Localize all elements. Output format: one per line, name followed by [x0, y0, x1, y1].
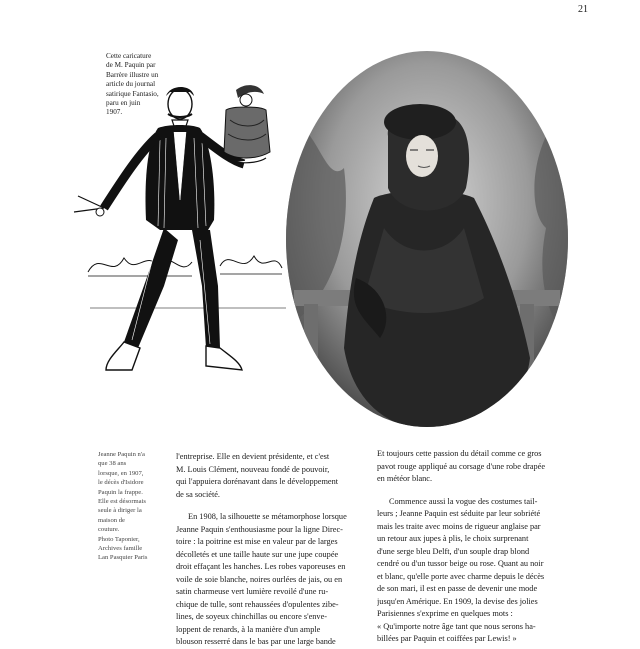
portrait-caption: [98, 450, 160, 563]
text-line: « Qu'importe notre âge tant que nous serons ha-: [377, 621, 536, 631]
text-line: mais les traite avec moins de rigueur anglaise par: [377, 521, 541, 531]
text-line: billées par Paquin et coiffées par Lewis! »: [377, 634, 517, 643]
text-line: cendré ou d'un tussor beige ou rose. Quant au noir: [377, 559, 544, 568]
text-line: de son mari, il est en passe de devenir une mode: [377, 584, 538, 593]
body-text-middle-column: [176, 451, 368, 649]
caption-line: satirique Fantasio,: [106, 89, 159, 98]
body-text-right-column: [377, 448, 577, 646]
paragraph-gap: [176, 501, 368, 511]
text-line: satin charmeuse vert lumière revoilé d'une ru-: [176, 587, 329, 596]
text-line: en météor blanc.: [377, 474, 433, 483]
caption-line: Elle est désormais: [98, 498, 146, 506]
text-line: droit effaçant les hanches. Les robes vaporeuses en: [176, 562, 346, 571]
caption-line: le décès d'Isidore: [98, 479, 144, 487]
caption-line: Cette caricature: [106, 52, 152, 60]
caption-line: couture.: [98, 526, 120, 534]
caption-line: Lan Pasquier Paris: [98, 554, 148, 562]
caption-line: Jeanne Paquin n'a: [98, 451, 145, 458]
caption-line: maison de: [98, 516, 125, 524]
text-line: et blanc, qu'elle porte avec charme depuis le décès: [377, 571, 545, 581]
text-line: M. Louis Clément, nouveau fondé de pouvoir,: [176, 464, 330, 474]
text-line: toire : la poitrine est mise en valeur par de larges: [176, 537, 338, 546]
text-line: voile de soie blanche, noires ourlées de jais, ou en: [176, 574, 343, 584]
text-line: Et toujours cette passion du détail comme ce gros: [377, 449, 542, 458]
text-line: pavot rouge appliqué au corsage d'une robe drapée: [377, 461, 546, 471]
text-line: lines, de soyeux chinchillas ou encore s'enve-: [176, 612, 328, 621]
text-line: de sa société.: [176, 489, 221, 499]
caption-line: article du journal: [106, 80, 156, 89]
portrait-photograph: [284, 48, 570, 430]
text-line: l'entreprise. Elle en devient présidente, et c'est: [176, 452, 330, 461]
text-line: d'une serge bleu Delft, d'un souple drap blond: [377, 546, 530, 556]
caption-line: seule à diriger la: [98, 507, 142, 515]
caricature-illustration: [60, 80, 290, 390]
text-line: Commence aussi la vogue des costumes tail-: [389, 496, 538, 506]
text-line: blouson resserré dans le bas par une large bande: [176, 637, 336, 646]
text-line: Jeanne Paquin s'enthousiasme pour la ligne Direc-: [176, 524, 343, 534]
caption-line: Archives famille: [98, 545, 143, 553]
text-line: En 1908, la silhouette se métamorphose lorsque: [188, 512, 347, 521]
text-line: chique de tulle, sont rehaussées d'opulentes zibe-: [176, 599, 339, 609]
caption-line: lorsque, en 1907,: [98, 469, 144, 477]
caption-line: Barrère illustre un: [106, 70, 159, 79]
page-number: 21: [578, 4, 588, 15]
paragraph-gap: [377, 486, 577, 496]
caption-line: Paquin la frappe.: [98, 488, 143, 496]
caption-line: 1907.: [106, 108, 123, 117]
caption-line: de M. Paquin par: [106, 61, 156, 70]
caption-line: paru en juin: [106, 99, 141, 108]
text-line: leurs ; Jeanne Paquin est séduite par leur sobriété: [377, 509, 541, 518]
text-line: qui l'appuiera dorénavant dans le développement: [176, 477, 339, 486]
text-line: jusqu'en Amérique. En 1909, la devise des jolies: [377, 596, 538, 606]
text-line: un retour aux jupes à plis, le choix surprenant: [377, 534, 529, 543]
text-line: décolletés et une taille haute sur une jupe coupée: [176, 549, 339, 559]
text-line: Parisiennes s'exprime en quelques mots :: [377, 609, 513, 618]
caption-line: Photo Taponier,: [98, 535, 140, 543]
text-line: loppent de renards, à la manière d'un ample: [176, 624, 321, 634]
caption-line: que 38 ans: [98, 460, 127, 468]
